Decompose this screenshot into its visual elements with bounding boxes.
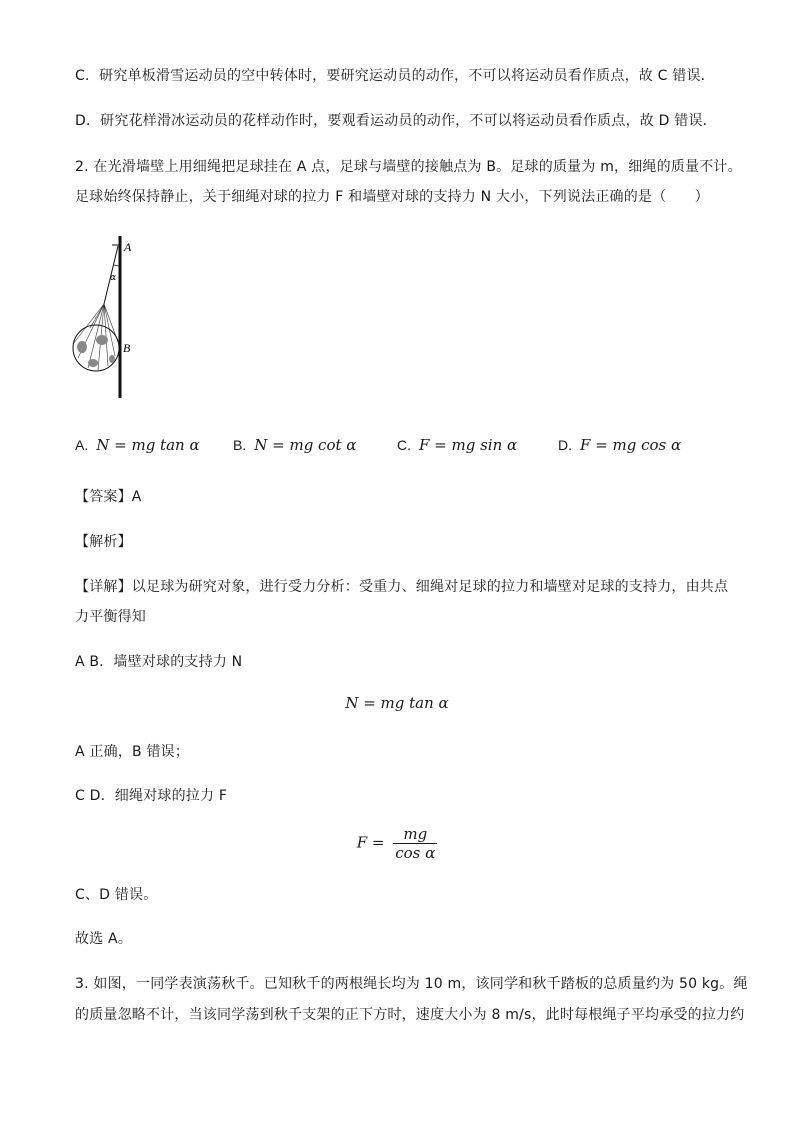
detail-line-1: 【详解】以足球为研究对象，进行受力分析：受重力、细绳对足球的拉力和墙壁对足球的支持力，由共点 — [75, 579, 729, 595]
cd-explanation: C D．细绳对球的拉力 F — [75, 788, 228, 804]
equation-tension-left: F = — [356, 833, 385, 852]
label-alpha: α — [110, 273, 117, 283]
detail-line-2: 力平衡得知 — [75, 609, 146, 625]
label-point-a: A — [124, 240, 132, 254]
ab-explanation: A B．墙壁对球的支持力 N — [75, 654, 243, 670]
ball-on-wall-figure — [60, 232, 150, 402]
final-choice: 故选 A。 — [75, 931, 133, 947]
option-b — [233, 436, 356, 454]
option-c-expression: F = mg sin α — [419, 436, 518, 454]
option-a-letter: A. — [75, 437, 89, 453]
option-d — [558, 436, 681, 454]
label-point-b: B — [123, 341, 131, 355]
option-c-letter: C. — [397, 437, 411, 453]
tension-denominator: cos α — [395, 844, 436, 862]
answer-options — [75, 436, 725, 460]
question-3-line-1: 3. 如图，一同学表演荡秋千。已知秋千的两根绳长均为 10 m，该同学和秋千踏板的总质量约为 50 kg。绳 — [75, 976, 748, 992]
cd-conclusion: C、D 错误。 — [75, 887, 158, 903]
question-2-line-2: 足球始终保持静止，关于细绳对球的拉力 F 和墙壁对球的支持力 N 大小，下列说法正确的是（ ） — [75, 189, 709, 205]
angle-arc — [114, 265, 119, 266]
option-c — [397, 436, 517, 454]
option-b-expression: N = mg cot α — [254, 436, 357, 454]
ab-conclusion: A 正确，B 错误； — [75, 744, 190, 760]
option-d-explanation: D．研究花样滑冰运动员的花样动作时，要观看运动员的动作，不可以将运动员看作质点，故 D 错误． — [75, 113, 717, 129]
answer-line: 【答案】A — [75, 489, 142, 505]
question-3-line-2: 的质量忽略不计，当该同学荡到秋千支架的正下方时，速度大小为 8 m/s，此时每根绳子平均承受的拉力约 — [75, 1007, 745, 1023]
option-d-letter: D. — [558, 437, 572, 453]
option-c-explanation: C．研究单板滑雪运动员的空中转体时，要研究运动员的动作，不可以将运动员看作质点，故 C 错误． — [75, 68, 715, 84]
ball-patches — [77, 335, 115, 367]
analysis-heading: 【解析】 — [75, 534, 132, 550]
equation-tension — [0, 825, 794, 862]
option-d-expression: F = mg cos α — [580, 436, 682, 454]
option-b-letter: B. — [233, 437, 247, 453]
option-a-expression: N = mg tan α — [96, 436, 200, 454]
tension-numerator: mg — [393, 825, 437, 844]
option-a — [75, 436, 200, 454]
question-2-line-1: 2. 在光滑墙壁上用细绳把足球挂在 A 点，足球与墙壁的接触点为 B。足球的质量为 m，细绳的质量不计。 — [75, 159, 742, 175]
tension-fraction — [393, 825, 437, 862]
equation-normal-force: N = mg tan α — [345, 694, 449, 712]
